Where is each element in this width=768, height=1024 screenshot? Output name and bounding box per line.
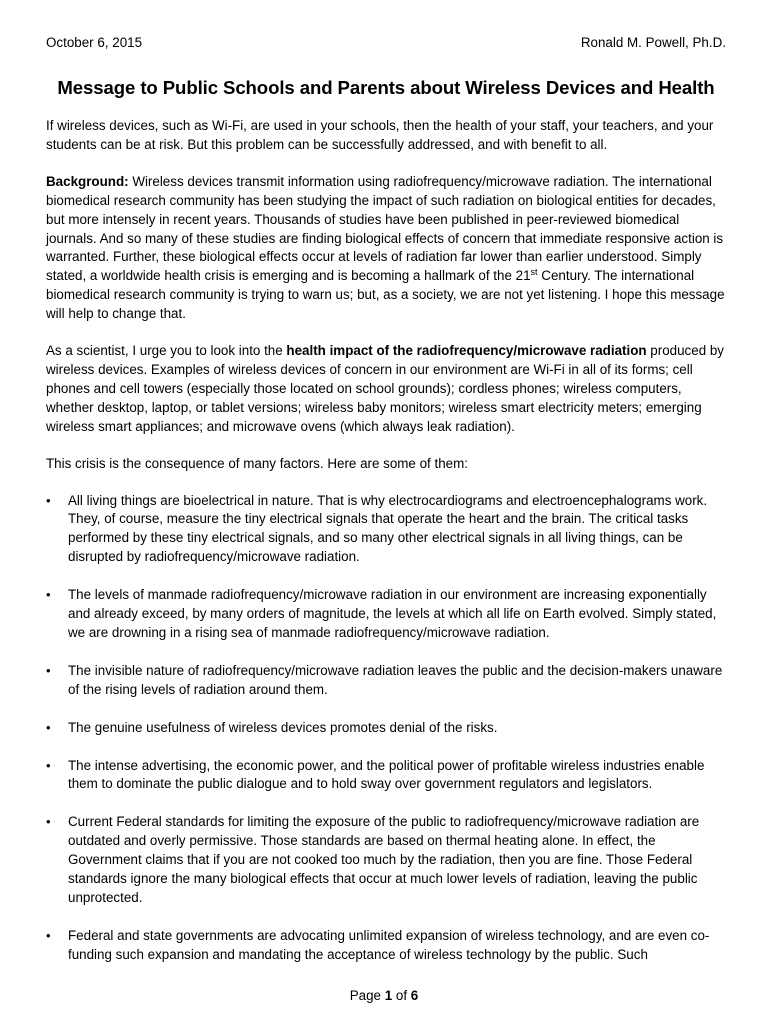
list-item-text: The invisible nature of radiofrequency/microwave radiation leaves the public and the decision-makers unaware of the rising levels of radiation around them. bbox=[68, 662, 723, 697]
list-item bbox=[46, 586, 726, 643]
list-item bbox=[46, 813, 726, 908]
footer-page-number: 1 bbox=[384, 988, 393, 1003]
background-paragraph bbox=[46, 173, 726, 324]
footer-total-pages: 6 bbox=[410, 988, 419, 1003]
list-item bbox=[46, 927, 726, 965]
background-text-1: Wireless devices transmit information using radiofrequency/microwave radiation. The international biomedical research community has been studying the impact of such radiation on biological entities for decades, but more intensely in recent years. Thousands of studies have been published in peer-reviewed biomedical journals. And so many of these studies are finding biological effects of concern that immediate responsive action is warranted. Further, these biological effects occur at levels of radiation far lower than earlier understood. Simply stated, a worldwide health crisis is emerging and is becoming a hallmark of the 21 bbox=[46, 173, 724, 284]
list-item bbox=[46, 719, 726, 738]
scientist-paragraph bbox=[46, 342, 726, 437]
page-footer bbox=[0, 987, 768, 1005]
bullet-icon: • bbox=[46, 587, 51, 603]
list-item bbox=[46, 757, 726, 795]
document-title: Message to Public Schools and Parents about Wireless Devices and Health bbox=[57, 77, 715, 98]
header-author: Ronald M. Powell, Ph.D. bbox=[580, 35, 726, 50]
scientist-emphasis: health impact of the radiofrequency/microwave radiation bbox=[286, 343, 647, 359]
bullet-icon: • bbox=[46, 492, 51, 508]
header-date: October 6, 2015 bbox=[46, 35, 143, 50]
background-superscript: st bbox=[530, 267, 538, 278]
background-label: Background: bbox=[46, 173, 129, 189]
list-item-text: Current Federal standards for limiting the exposure of the public to radiofrequency/microwave radiation are outdated and overly permissive. Those standards are based on thermal heating alone. In effect, the Government claims that if you are not cooked too much by the radiation, then you are fine. Those Federal standards ignore the many biological effects that occur at much lower levels of radiation, leaving the public unprotected. bbox=[68, 814, 700, 905]
bullet-icon: • bbox=[46, 662, 51, 678]
page-header bbox=[46, 34, 726, 56]
factor-list bbox=[46, 492, 726, 965]
footer-page-word: Page bbox=[349, 988, 385, 1003]
bullet-icon: • bbox=[46, 814, 51, 830]
footer-of-word: of bbox=[392, 988, 411, 1003]
bullet-icon: • bbox=[46, 927, 51, 943]
list-item-text: All living things are bioelectrical in nature. That is why electrocardiograms and electroencephalograms work. They, of course, measure the tiny electrical signals that operate the heart and the brain. The critical tasks performed by these tiny electrical signals, and so many other electrical signals in all living things, can be disrupted by radiofrequency/microwave radiation. bbox=[68, 492, 708, 565]
bullet-icon: • bbox=[46, 757, 51, 773]
list-item-text: The genuine usefulness of wireless devices promotes denial of the risks. bbox=[68, 719, 498, 735]
bullet-icon: • bbox=[46, 719, 51, 735]
scientist-rest: produced by wireless devices. Examples of wireless devices of concern in our environment are Wi-Fi in all of its forms; cell phones and cell towers (especially those located on school grounds); cordless phones; wireless computers, whether desktop, laptop, or tablet versions; wireless baby monitors; wireless smart electricity meters; emerging wireless smart appliances; and microwave ovens (which always leak radiation). bbox=[46, 343, 724, 434]
list-item-text: Federal and state governments are advocating unlimited expansion of wireless technology, and are even co-funding such expansion and mandating the acceptance of wireless technology by the public. Such bbox=[68, 927, 710, 962]
background-text-2: Century. The international biomedical research community is trying to warn us; but, as a society, we are not yet listening. I hope this message will help to change that. bbox=[46, 268, 725, 322]
scientist-lead: As a scientist, I urge you to look into the bbox=[46, 343, 287, 359]
document-page bbox=[46, 34, 726, 1014]
list-item-text: The levels of manmade radiofrequency/microwave radiation in our environment are increasing exponentially and already exceed, by many orders of magnitude, the levels at which all life on Earth evolved. Simply stated, we are drowning in a rising sea of manmade radiofrequency/microwave radiation. bbox=[68, 587, 717, 640]
list-item bbox=[46, 492, 726, 568]
crisis-intro: This crisis is the consequence of many factors. Here are some of them: bbox=[46, 455, 468, 471]
intro-paragraph: If wireless devices, such as Wi-Fi, are used in your schools, then the health of your staff, your teachers, and your students can be at risk. But this problem can be successfully addressed, and with benefit to all. bbox=[46, 118, 714, 152]
list-item bbox=[46, 662, 726, 700]
list-item-text: The intense advertising, the economic power, and the political power of profitable wireless industries enable them to dominate the public dialogue and to hold sway over government regulators and legislators. bbox=[68, 757, 705, 792]
